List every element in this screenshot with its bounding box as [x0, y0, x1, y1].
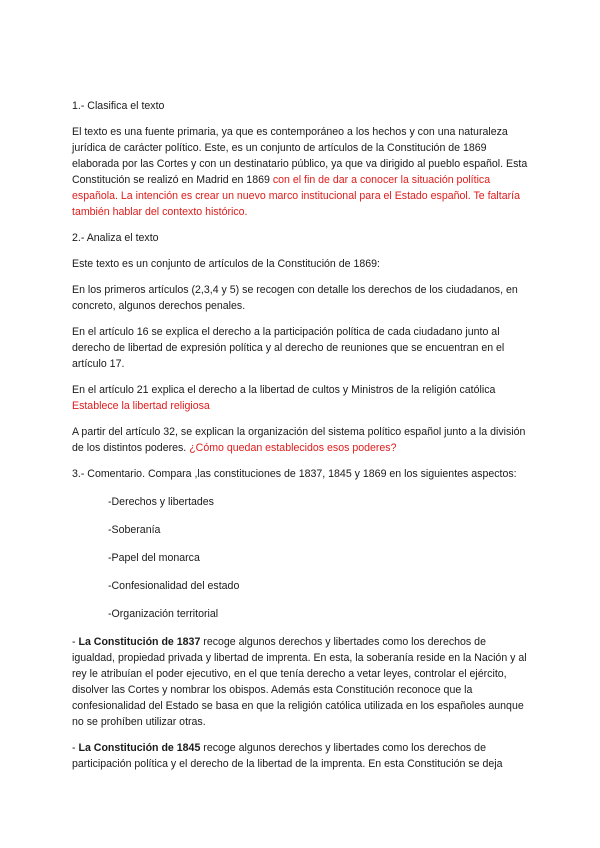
c1845-title: La Constitución de 1845: [78, 742, 201, 754]
c1845-text: recoge algunos derechos y libertades como los derechos de participación política y el derecho de la libertad de la imprenta. En esta Constitución se deja: [72, 742, 503, 770]
section-1-paragraph: [72, 124, 528, 220]
section-2-p4-text: A partir del artículo 32, se explican la organización del sistema político español junto a la división de los distintos poderes.: [72, 426, 526, 454]
section-2-heading: 2.- Analiza el texto: [72, 232, 159, 244]
c1837-prefix: -: [72, 636, 79, 648]
constitution-1845-paragraph: [72, 740, 528, 772]
list-item: -Papel del monarca: [108, 552, 200, 564]
aspects-list: [108, 494, 528, 622]
list-item: -Derechos y libertades: [108, 496, 214, 508]
section-1-text: El texto es una fuente primaria, ya que es contemporáneo a los hechos y con una naturaleza jurídica de carácter político. Este, es un conjunto de artículos de la Constitución de 1869 elaborada por las Cortes y con un destinatario público, ya que va dirigido al pueblo español. Esta Constitución se realizó en Madrid en 1869: [72, 126, 528, 186]
section-2-p3-correction: Establece la libertad religiosa: [72, 400, 210, 412]
section-2-paragraph-1: En los primeros artículos (2,3,4 y 5) se recogen con detalle los derechos de los ciudadanos, en concreto, algunos derechos penales.: [72, 284, 518, 312]
c1837-text: recoge algunos derechos y libertades como los derechos de igualdad, propiedad privada y libertad de imprenta. En esta, la soberanía reside en la Nación y al rey le atribuían el poder ejecutivo, en el que tenía derecho a vetar leyes, controlar el ejército, disolver las Cortes y nombrar los obispos. Además esta Constitución reconoce que la confesionalidad del Estado se basa en que la religión católica utilizada en los españoles aunque no se prohíben utilizar otras.: [72, 636, 527, 728]
c1837-title: La Constitución de 1837: [78, 636, 201, 648]
section-1-heading: 1.- Clasifica el texto: [72, 100, 165, 112]
section-2-paragraph-3: [72, 382, 528, 414]
c1845-prefix: -: [72, 742, 79, 754]
section-2-paragraph-2: En el artículo 16 se explica el derecho a la participación política de cada ciudadano junto al derecho de libertad de expresión política y al derecho de reuniones que se encuentran en el artículo 17.: [72, 326, 505, 370]
section-3-heading: 3.- Comentario. Compara ,las constituciones de 1837, 1845 y 1869 en los siguientes aspectos:: [72, 468, 517, 480]
constitution-1837-paragraph: [72, 634, 528, 730]
section-2-p3-text: En el artículo 21 explica el derecho a la libertad de cultos y Ministros de la religión católica: [72, 384, 496, 396]
section-1-correction: con el fin de dar a conocer la situación política española. La intención es crear un nuevo marco institucional para el Estado español. Te faltaría también hablar del contexto histórico.: [72, 174, 520, 218]
section-2-p4-correction: ¿Cómo quedan establecidos esos poderes?: [189, 442, 397, 454]
list-item: -Organización territorial: [108, 608, 219, 620]
section-2-intro: Este texto es un conjunto de artículos de la Constitución de 1869:: [72, 258, 381, 270]
section-2-paragraph-4: [72, 424, 528, 456]
list-item: -Confesionalidad del estado: [108, 580, 240, 592]
list-item: -Soberanía: [108, 524, 161, 536]
